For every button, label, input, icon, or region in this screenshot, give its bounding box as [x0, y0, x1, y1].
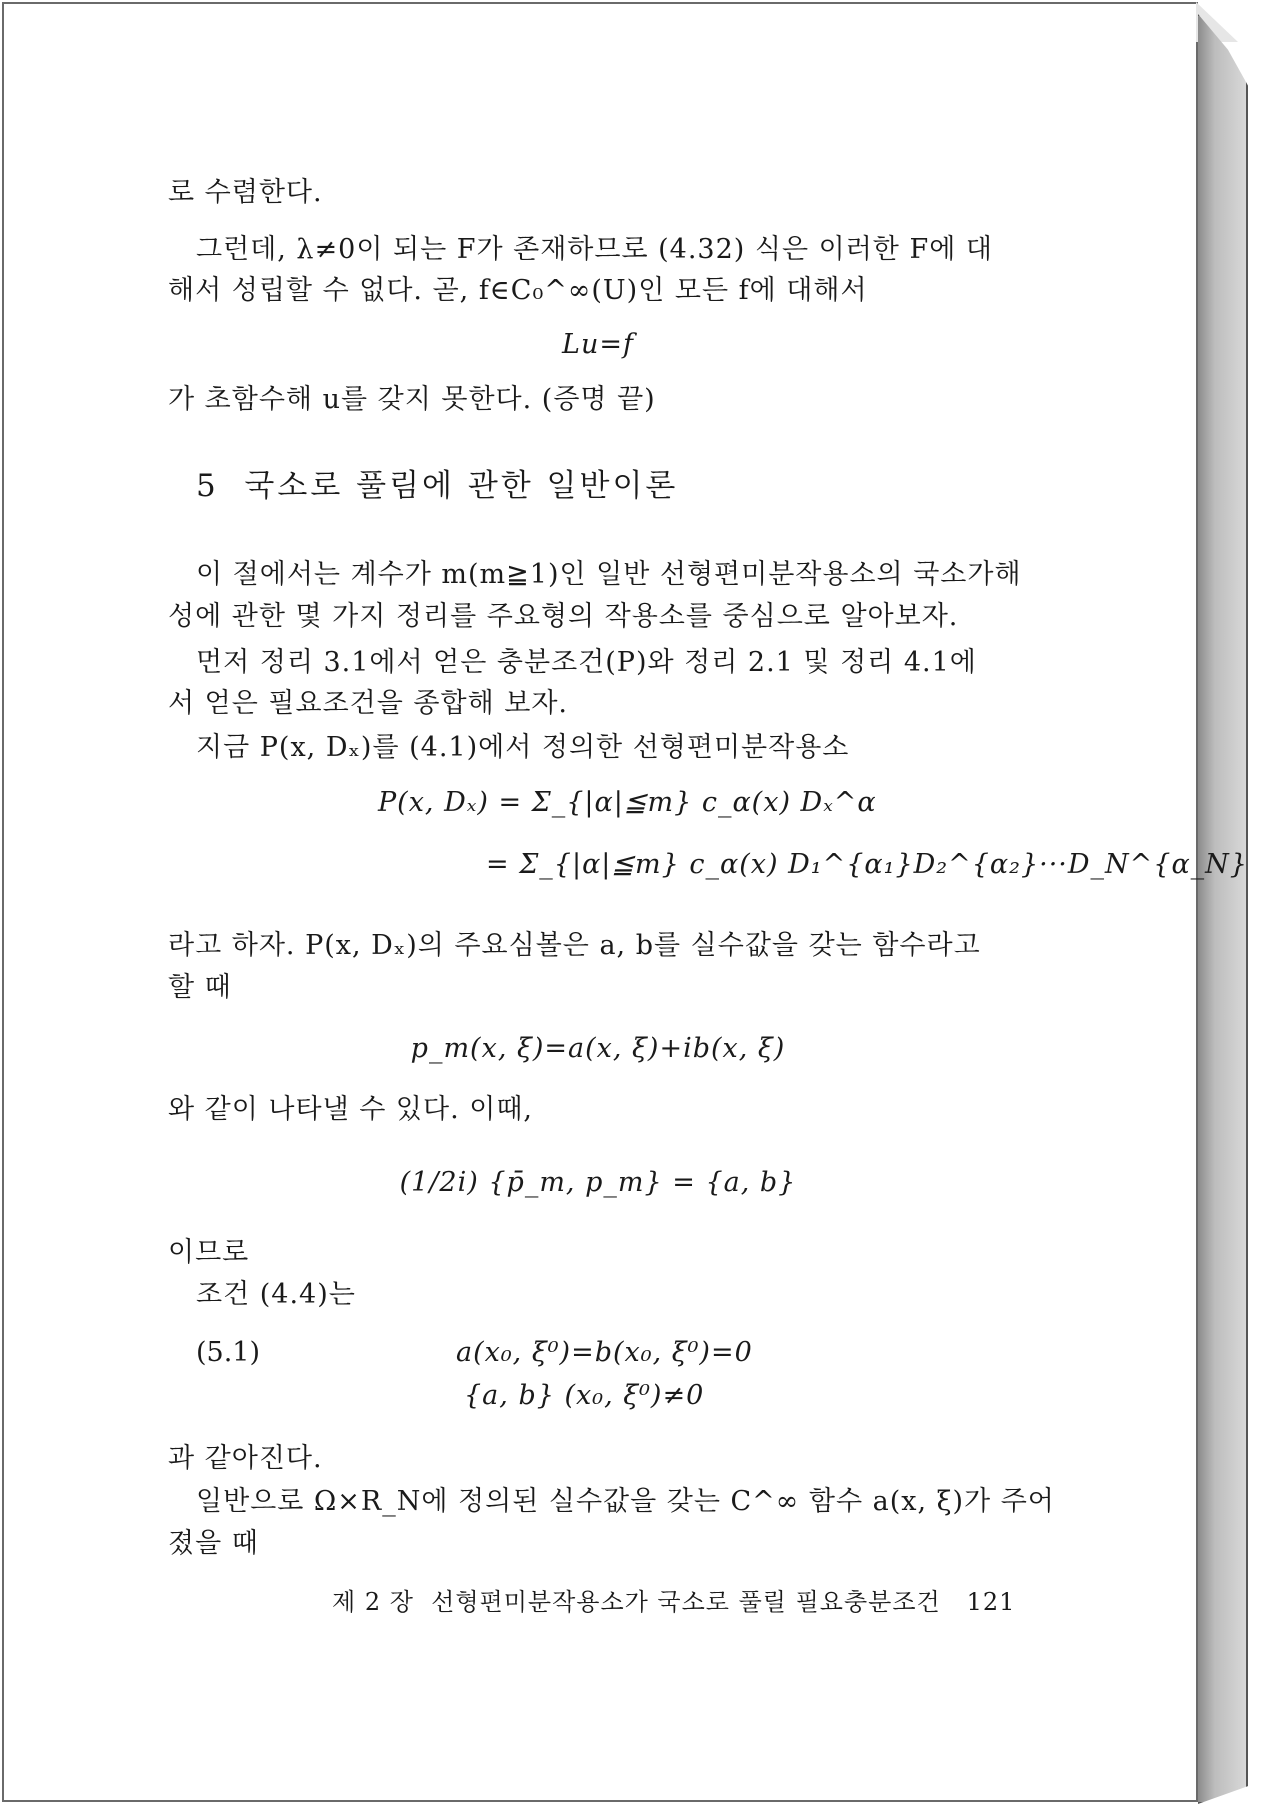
text-line-5: 이 절에서는 계수가 m(m≧1)인 일반 선형편미분작용소의 국소가해 — [196, 559, 1022, 590]
equation-5-1-line2: {a, b} (x₀, ξ⁰)≠0 — [464, 1380, 705, 1411]
text-line-7: 먼저 정리 3.1에서 얻은 충분조건(P)와 정리 2.1 및 정리 4.1에 — [196, 647, 977, 678]
text-line-13: 이므로 — [168, 1237, 250, 1268]
text-line-3: 해서 성립할 수 없다. 곧, f∈C₀^∞(U)인 모든 f에 대해서 — [168, 275, 868, 306]
equation-number-5-1: (5.1) — [196, 1337, 261, 1368]
text-line-11: 할 때 — [168, 972, 232, 1003]
text-line-8: 서 얻은 필요조건을 종합해 보자. — [168, 688, 568, 719]
text-line-12: 와 같이 나타낼 수 있다. 이때, — [168, 1094, 533, 1125]
text-line-17: 졌을 때 — [168, 1528, 259, 1559]
equation-poisson-bracket: (1/2i) {p̄_m, p_m} = {a, b} — [399, 1167, 797, 1198]
equation-lu: Lu=f — [562, 329, 634, 360]
equation-principal-symbol: p_m(x, ξ)=a(x, ξ)+ib(x, ξ) — [410, 1033, 786, 1064]
text-line-10: 라고 하자. P(x, Dₓ)의 주요심볼은 a, b를 실수값을 갖는 함수라고 — [168, 930, 981, 961]
text-line-16: 일반으로 Ω×R_N에 정의된 실수값을 갖는 C^∞ 함수 a(x, ξ)가 주어 — [196, 1486, 1055, 1517]
text-line-14: 조건 (4.4)는 — [196, 1279, 356, 1310]
text-line-15: 과 같아진다. — [168, 1443, 323, 1474]
text-line-1: 로 수렴한다. — [168, 177, 323, 208]
text-line-2: 그런데, λ≠0이 되는 F가 존재하므로 (4.32) 식은 이러한 F에 대 — [196, 234, 993, 265]
equation-p-line2: = Σ_{|α|≦m} c_α(x) D₁^{α₁}D₂^{α₂}···D_N^{α_N} — [486, 849, 1248, 880]
text-line-9: 지금 P(x, Dₓ)를 (4.1)에서 정의한 선형편미분작용소 — [196, 732, 850, 763]
equation-p-line1: P(x, Dₓ) = Σ_{|α|≦m} c_α(x) Dₓ^α — [378, 787, 877, 818]
section-heading: 5 국소로 풀림에 관한 일반이론 — [196, 468, 679, 504]
page-stack-edge — [1198, 14, 1248, 1804]
text-line-4: 가 초함수해 u를 갖지 못한다. (증명 끝) — [168, 384, 656, 415]
page-footer: 제 2 장 선형편미분작용소가 국소로 풀릴 필요충분조건 121 — [332, 1588, 1016, 1616]
equation-5-1-line1: a(x₀, ξ⁰)=b(x₀, ξ⁰)=0 — [456, 1337, 753, 1368]
text-line-6: 성에 관한 몇 가지 정리를 주요형의 작용소를 중심으로 알아보자. — [168, 601, 959, 632]
